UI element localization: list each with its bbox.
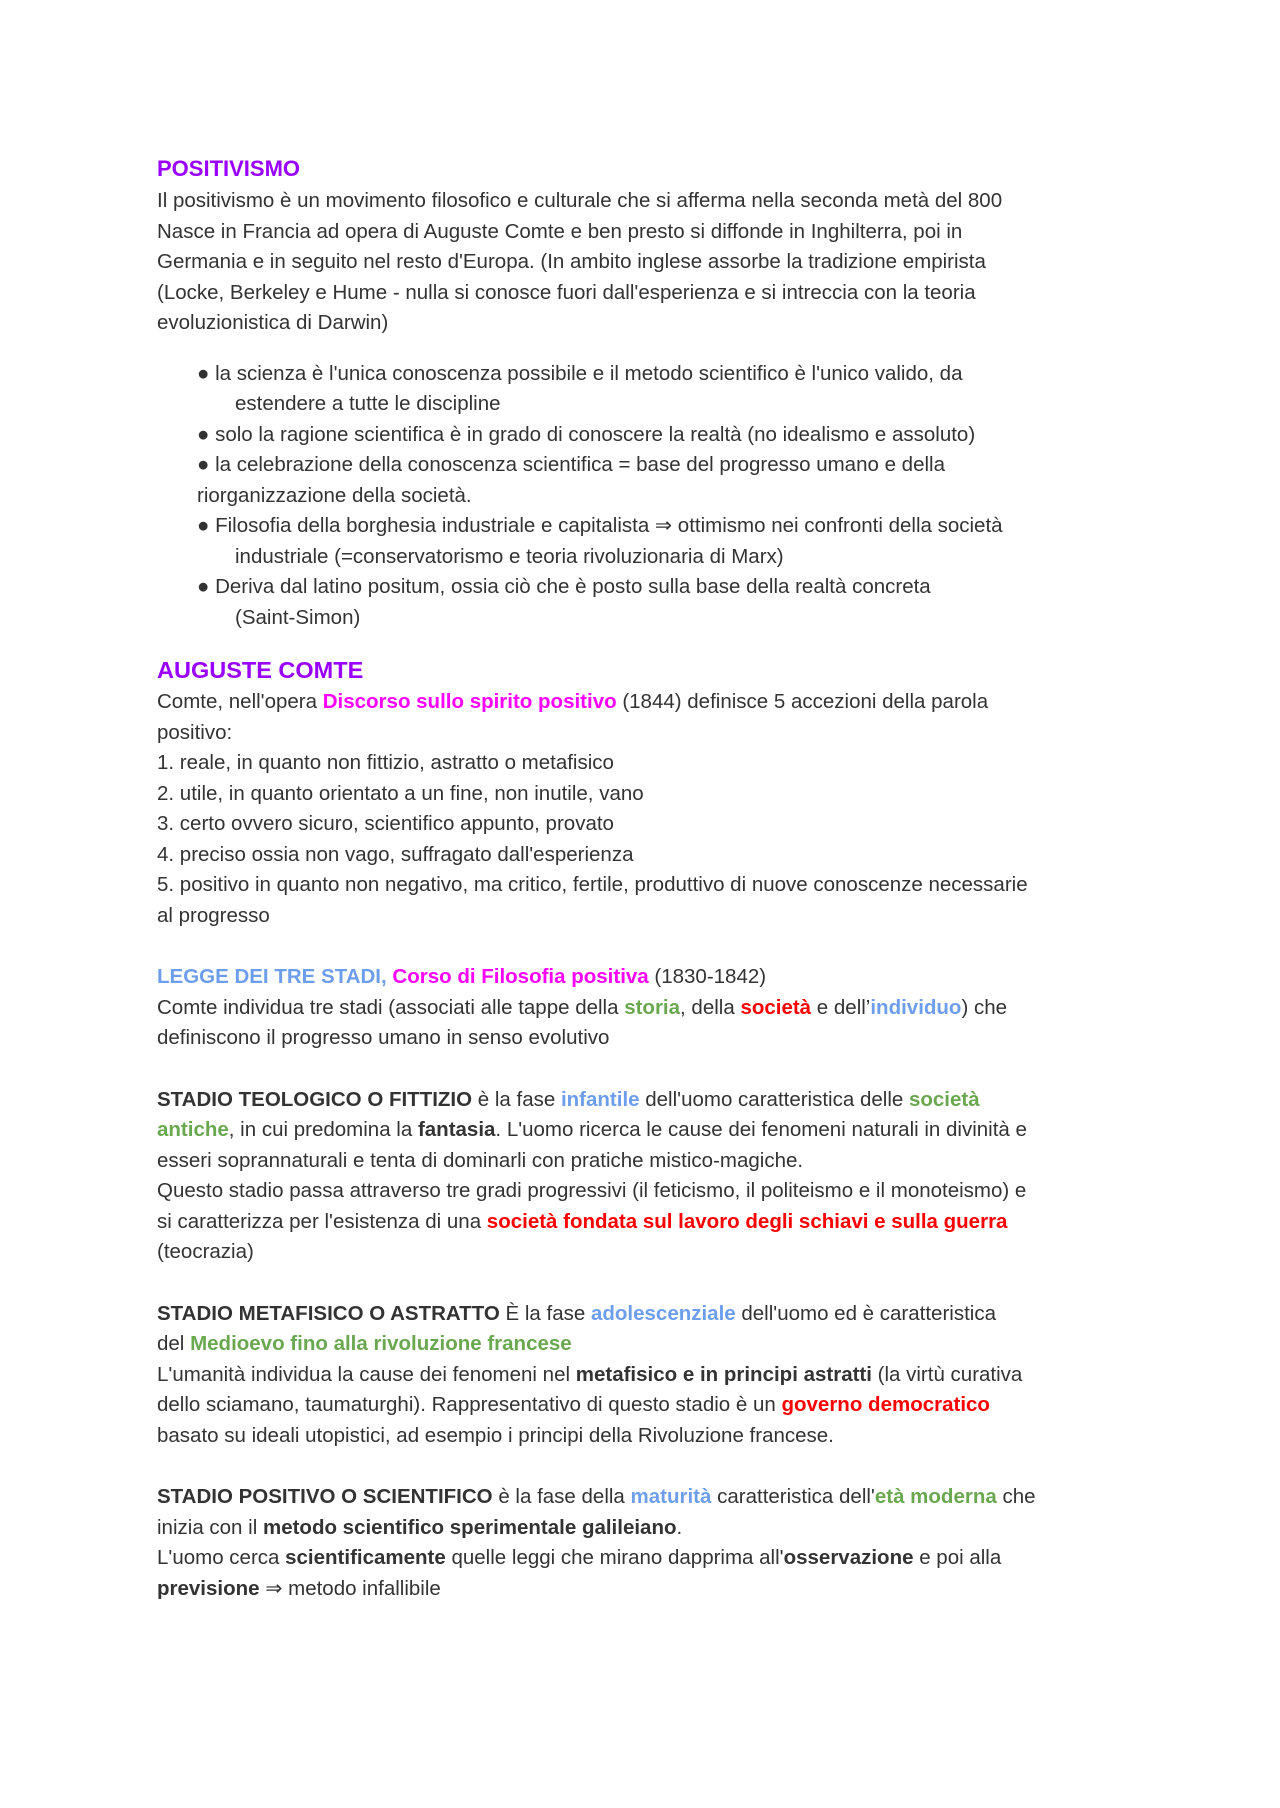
keyword-osservazione: osservazione	[783, 1546, 914, 1569]
spacer	[157, 931, 1132, 962]
accezione-item: 5. positivo in quanto non negativo, ma critico, fertile, produttivo di nuove conoscenze necessarie	[157, 873, 1028, 896]
keyword-governo: governo democratico	[781, 1393, 990, 1416]
intro-line: Il positivismo è un movimento filosofico e culturale che si afferma nella seconda metà del 800	[157, 189, 1003, 212]
corso-title: Corso di Filosofia positiva	[392, 965, 649, 988]
keyword-scientificamente: scientificamente	[285, 1546, 446, 1569]
metafisico-line: basato su ideali utopistici, ad esempio i principi della Rivoluzione francese.	[157, 1423, 834, 1447]
text-run: Comte individua tre stadi (associati alle tappe della	[157, 995, 625, 1019]
section-title-positivismo: POSITIVISMO	[157, 156, 301, 181]
bullet-continuation: industriale (=conservatorismo e teoria rivoluzionaria di Marx)	[235, 544, 784, 568]
spacer	[157, 633, 1132, 653]
metafisico-line	[157, 1390, 1132, 1421]
comte-intro	[157, 687, 1132, 718]
text-run: del	[157, 1332, 191, 1355]
bullet-continuation: (Saint-Simon)	[235, 605, 361, 629]
accezione-item: 2. utile, in quanto orientato a un fine, non inutile, vano	[157, 781, 644, 805]
positivo-line	[157, 1574, 1132, 1605]
text-run: inizia con il	[157, 1515, 263, 1539]
text-run: è la fase della	[492, 1485, 631, 1508]
keyword-infantile: infantile	[560, 1087, 640, 1111]
bullet-item	[197, 572, 1132, 633]
bullet-text: ● Filosofia della borghesia industriale e capitalista ⇒ ottimismo nei confronti della società	[197, 514, 1003, 537]
accezione-item: 3. certo ovvero sicuro, scientifico appunto, provato	[157, 812, 614, 835]
accezione-item: 1. reale, in quanto non fittizio, astratto o metafisico	[157, 751, 614, 774]
keyword-societa: società	[740, 995, 812, 1019]
text-run: ) che	[961, 995, 1008, 1019]
metafisico-line	[157, 1360, 1132, 1391]
text-run: caratteristica dell'	[711, 1485, 875, 1508]
intro-line: Nasce in Francia ad opera di Auguste Comte e ben presto si diffonde in Inghilterra, poi in	[157, 219, 963, 243]
keyword-metodo: metodo scientifico sperimentale galileiano	[262, 1515, 677, 1539]
text-run: si caratterizza per l'esistenza di una	[157, 1209, 487, 1233]
keyword-individuo: individuo	[870, 995, 962, 1019]
text-run: È la fase	[499, 1301, 591, 1325]
text-run: . L'uomo ricerca le cause dei fenomeni naturali in divinità e	[495, 1118, 1027, 1141]
bullet-item	[197, 359, 1132, 420]
keyword-antiche: antiche	[157, 1118, 229, 1141]
stadio-teologico-title: STADIO TEOLOGICO O FITTIZIO	[157, 1087, 473, 1111]
section-title-comte: AUGUSTE COMTE	[157, 657, 364, 683]
keyword-maturita: maturità	[630, 1485, 712, 1508]
text-run: e poi alla	[913, 1546, 1002, 1569]
teologico-line	[157, 1115, 1132, 1146]
text-run: L'umanità individua la cause dei fenomeni nel	[157, 1362, 576, 1386]
keyword-societa-schiavi: società fondata sul lavoro degli schiavi e sulla guerra	[486, 1209, 1008, 1233]
bullet-item	[197, 511, 1132, 572]
text-run: e dell’	[811, 995, 871, 1019]
bullet-text: ● Deriva dal latino positum, ossia ciò che è posto sulla base della realtà concreta	[197, 575, 931, 598]
spacer	[157, 1268, 1132, 1299]
legge-line: definiscono il progresso umano in senso evolutivo	[157, 1026, 610, 1049]
bullet-text: ● solo la ragione scientifica è in grado di conoscere la realtà (no idealismo e assoluto)	[197, 422, 976, 446]
teologico-line	[157, 1207, 1132, 1238]
teologico-line: Questo stadio passa attraverso tre gradi progressivi (il feticismo, il politeismo e il monoteismo) e	[157, 1179, 1027, 1202]
positivo-line	[157, 1513, 1132, 1544]
text-run: Comte, nell'opera	[157, 690, 323, 713]
accezione-item-cont: al progresso	[157, 903, 270, 927]
bullet-item	[197, 420, 1132, 451]
keyword-adolescenziale: adolescenziale	[590, 1301, 736, 1325]
text-run: , in cui predomina la	[228, 1118, 418, 1141]
legge-heading	[157, 962, 1132, 993]
bullet-text: ● la celebrazione della conoscenza scientifica = base del progresso umano e della	[197, 453, 945, 476]
text-run: dello sciamano, taumaturghi). Rappresentativo di questo stadio è un	[157, 1393, 782, 1416]
keyword-storia: storia	[624, 995, 681, 1019]
legge-years: (1830-1842)	[648, 965, 767, 988]
legge-line	[157, 993, 1132, 1024]
metafisico-line	[157, 1329, 1132, 1360]
positivo-line	[157, 1482, 1132, 1513]
text-run: L'uomo cerca	[157, 1546, 286, 1569]
teologico-line: (teocrazia)	[157, 1240, 254, 1263]
metafisico-line	[157, 1299, 1132, 1330]
text-run: .	[676, 1515, 683, 1539]
bullet-item	[197, 450, 1132, 511]
text-run: ⇒ metodo infallibile	[259, 1576, 441, 1600]
intro-line: Germania e in seguito nel resto d'Europa. (In ambito inglese assorbe la tradizione empirista	[157, 250, 986, 273]
text-run: che	[996, 1485, 1036, 1508]
intro-line: evoluzionistica di Darwin)	[157, 311, 389, 334]
stadio-metafisico-title: STADIO METAFISICO O ASTRATTO	[157, 1301, 500, 1325]
text-run: dell'uomo ed è caratteristica	[735, 1301, 996, 1325]
keyword-societa: società	[908, 1087, 980, 1111]
keyword-medioevo: Medioevo fino alla rivoluzione francese	[190, 1332, 572, 1355]
keyword-previsione: previsione	[157, 1576, 260, 1600]
spacer	[157, 339, 1132, 359]
text-run: dell'uomo caratteristica delle	[639, 1087, 909, 1111]
keyword-principi: metafisico e in principi astratti	[575, 1362, 872, 1386]
keyword-eta-moderna: età moderna	[874, 1485, 997, 1508]
text-run: è la fase	[472, 1087, 561, 1111]
text-run: , della	[680, 995, 741, 1019]
teologico-line	[157, 1085, 1132, 1116]
bullet-text: ● la scienza è l'unica conoscenza possibile e il metodo scientifico è l'unico valido, da	[197, 361, 963, 385]
stadio-positivo-title: STADIO POSITIVO O SCIENTIFICO	[157, 1485, 493, 1508]
spacer	[157, 1451, 1132, 1482]
legge-title: LEGGE DEI TRE STADI,	[157, 965, 387, 988]
document-content	[157, 152, 1132, 1604]
bullet-continuation: riorganizzazione della società.	[197, 483, 472, 507]
bullet-continuation: estendere a tutte le discipline	[235, 392, 501, 415]
accezione-item: 4. preciso ossia non vago, suffragato dall'esperienza	[157, 842, 634, 866]
text-run: (1844) definisce 5 accezioni della parola	[616, 690, 989, 713]
intro-line: (Locke, Berkeley e Hume - nulla si conosce fuori dall'esperienza e si intreccia con la teoria	[157, 280, 976, 304]
spacer	[157, 1054, 1132, 1085]
opera-title: Discorso sullo spirito positivo	[322, 690, 617, 713]
teologico-line: esseri soprannaturali e tenta di dominarli con pratiche mistico-magiche.	[157, 1148, 804, 1172]
keyword-fantasia: fantasia	[417, 1118, 496, 1141]
positivo-line	[157, 1543, 1132, 1574]
positivismo-bullet-list	[157, 359, 1132, 634]
text-run: quelle leggi che mirano dapprima all'	[445, 1546, 784, 1569]
comte-intro-cont: positivo:	[157, 720, 233, 744]
text-run: (la virtù curativa	[871, 1362, 1023, 1386]
